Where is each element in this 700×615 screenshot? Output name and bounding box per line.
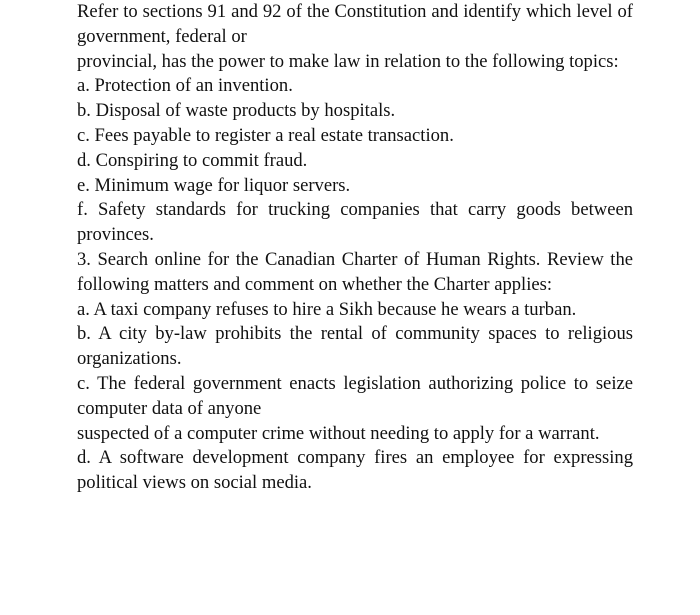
list-item: d. A software development company fires an employee for expressing political views on social media. — [77, 447, 633, 494]
list-item: e. Minimum wage for liquor servers. — [77, 174, 351, 196]
list-item: a. Protection of an invention. — [77, 75, 293, 97]
list-item-continued: suspected of a computer crime without needing to apply for a warrant. — [77, 422, 600, 444]
list-item: d. Conspiring to commit fraud. — [77, 149, 308, 171]
list-item: a. A taxi company refuses to hire a Sikh because he wears a turban. — [77, 298, 577, 320]
paragraph-intro: Refer to sections 91 and 92 of the Constitution and identify which level of government, federal or — [77, 1, 633, 47]
list-item: c. Fees payable to register a real estate transaction. — [77, 124, 454, 146]
paragraph-intro-continued: provincial, has the power to make law in relation to the following topics: — [77, 50, 619, 72]
list-item: c. The federal government enacts legislation authorizing police to seize computer data of anyone — [77, 372, 633, 419]
list-item: b. Disposal of waste products by hospitals. — [77, 100, 396, 122]
document-body — [77, 0, 633, 496]
list-item: f. Safety standards for trucking companies that carry goods between provinces. — [77, 199, 633, 246]
list-item: b. A city by-law prohibits the rental of community spaces to religious organizations. — [77, 323, 633, 370]
question-3: 3. Search online for the Canadian Charter of Human Rights. Review the following matters and comment on whether the Charter applies: — [77, 248, 633, 295]
